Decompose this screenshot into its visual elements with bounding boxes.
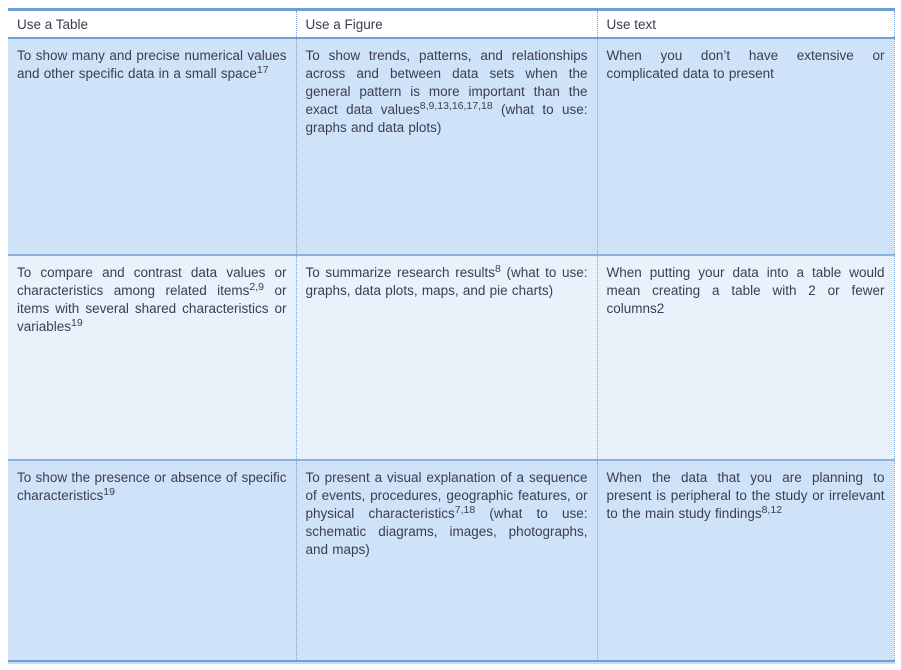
- superscript-reference: 19: [103, 486, 115, 498]
- superscript-reference: 2,9: [249, 281, 265, 293]
- cell-text: To summarize research results: [305, 265, 495, 280]
- cell-text: (what to use: schematic diagrams, images, photographs, and maps): [305, 506, 588, 557]
- cell-text: To compare and contrast data values or characteristics among related items: [17, 265, 287, 298]
- table-header: [8, 10, 894, 39]
- superscript-reference: 8,9,13,16,17,18: [419, 100, 493, 112]
- superscript-reference: 8: [494, 263, 501, 275]
- table-cell: [296, 38, 597, 255]
- superscript-reference: 19: [71, 317, 83, 329]
- cell-text: To show many and precise numerical values and other specific data in a small space: [17, 48, 287, 81]
- superscript-reference: 8,12: [761, 504, 783, 516]
- table-cell: [8, 460, 296, 661]
- table-body: [8, 38, 894, 661]
- table-cell: [597, 38, 894, 255]
- cell-text: or items with several shared characteristics or variables: [17, 283, 287, 334]
- table-row: [8, 38, 894, 255]
- table-cell: [8, 38, 296, 255]
- cell-text: (what to use: graphs, data plots, maps, and pie charts): [305, 265, 588, 298]
- cell-text: To show trends, patterns, and relationships across and between data sets when the general pattern is more important than the exact data values: [305, 48, 588, 117]
- table-cell: [296, 460, 597, 661]
- table-cell: [296, 255, 597, 460]
- cell-text: To show the presence or absence of specific characteristics: [17, 470, 287, 503]
- cell-text: When you don’t have extensive or complicated data to present: [606, 48, 885, 81]
- superscript-reference: 17: [256, 64, 269, 76]
- header-row: [8, 10, 894, 39]
- comparison-table-container: [8, 8, 894, 662]
- column-header: Use a Table: [8, 10, 296, 39]
- table-cell: [597, 460, 894, 661]
- table-cell: [597, 255, 894, 460]
- superscript-reference: 7,18: [454, 504, 476, 516]
- table-vs-figure-vs-text-table: [8, 8, 895, 662]
- table-row: [8, 255, 894, 460]
- cell-text: When putting your data into a table would mean creating a table with 2 or fewer columns2: [606, 265, 885, 316]
- cell-text: (what to use: graphs and data plots): [305, 102, 588, 135]
- cell-text: When the data that you are planning to present is peripheral to the study or irrelevant to the main study findings: [606, 470, 885, 521]
- table-cell: [8, 255, 296, 460]
- column-header: Use a Figure: [296, 10, 597, 39]
- cell-text: To present a visual explanation of a sequence of events, procedures, geographic features, or physical characteristics: [305, 470, 588, 521]
- table-row: [8, 460, 894, 661]
- column-header: Use text: [597, 10, 894, 39]
